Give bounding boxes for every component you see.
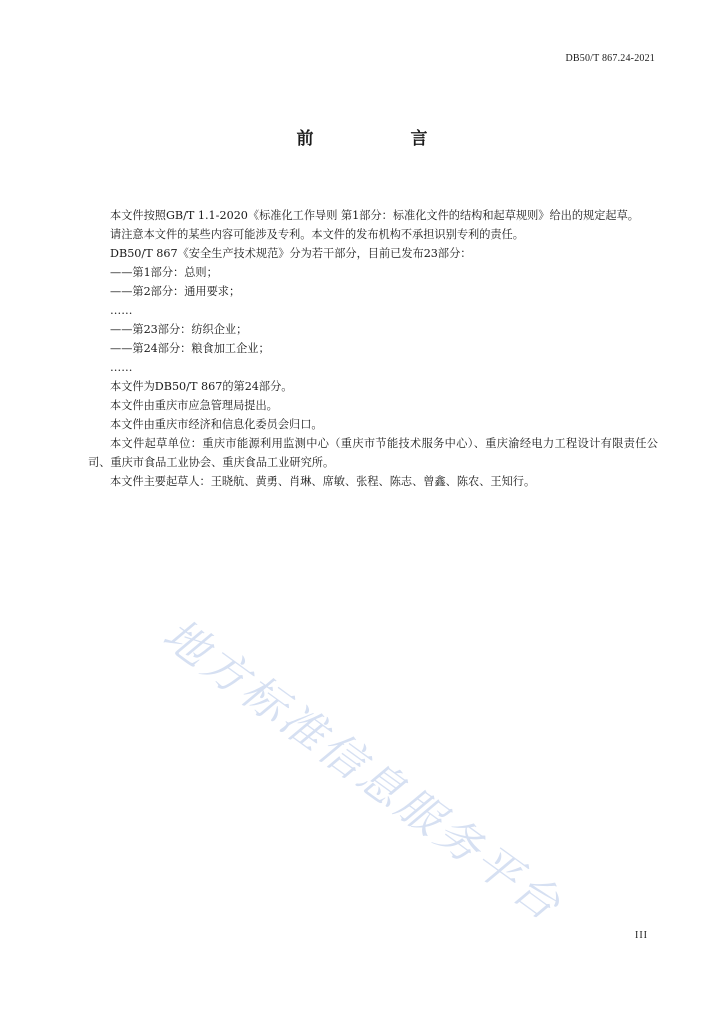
foreword-body — [88, 206, 658, 491]
list-item: ——第23部分：纺织企业； — [110, 323, 248, 336]
page-title: 前 言 — [296, 129, 468, 149]
paragraph-series-intro: DB50/T 867《安全生产技术规范》分为若干部分，目前已发布23部分： — [110, 247, 472, 260]
paragraph-drafting-basis: 本文件按照GB/T 1.1-2020《标准化工作导则 第1部分：标准化文件的结构和起草规则》给出的规定起草。 — [110, 209, 639, 222]
watermark-text: 地方标准信息服务平台 — [153, 608, 572, 933]
list-ellipsis: …… — [110, 361, 133, 374]
paragraph-part-statement: 本文件为DB50/T 867的第24部分。 — [110, 380, 293, 393]
paragraph-administrator: 本文件由重庆市经济和信息化委员会归口。 — [110, 418, 323, 431]
paragraph-drafters: 本文件主要起草人：王晓航、黄勇、肖琳、席敏、张程、陈志、曾鑫、陈农、王知行。 — [110, 475, 536, 488]
list-item: ——第1部分：总则； — [110, 266, 218, 279]
page-number: III — [635, 930, 648, 941]
paragraph-drafting-units: 本文件起草单位：重庆市能源利用监测中心（重庆市节能技术服务中心）、重庆渝经电力工程设计有限责任公司、重庆市食品工业协会、重庆食品工业研究所。 — [88, 437, 658, 469]
list-item: ——第2部分：通用要求； — [110, 285, 241, 298]
paragraph-patent-notice: 请注意本文件的某些内容可能涉及专利。本文件的发布机构不承担识别专利的责任。 — [110, 228, 524, 241]
standard-code: DB50/T 867.24-2021 — [565, 53, 655, 64]
list-ellipsis: …… — [110, 304, 133, 317]
paragraph-proposer: 本文件由重庆市应急管理局提出。 — [110, 399, 278, 412]
list-item: ——第24部分：粮食加工企业； — [110, 342, 270, 355]
